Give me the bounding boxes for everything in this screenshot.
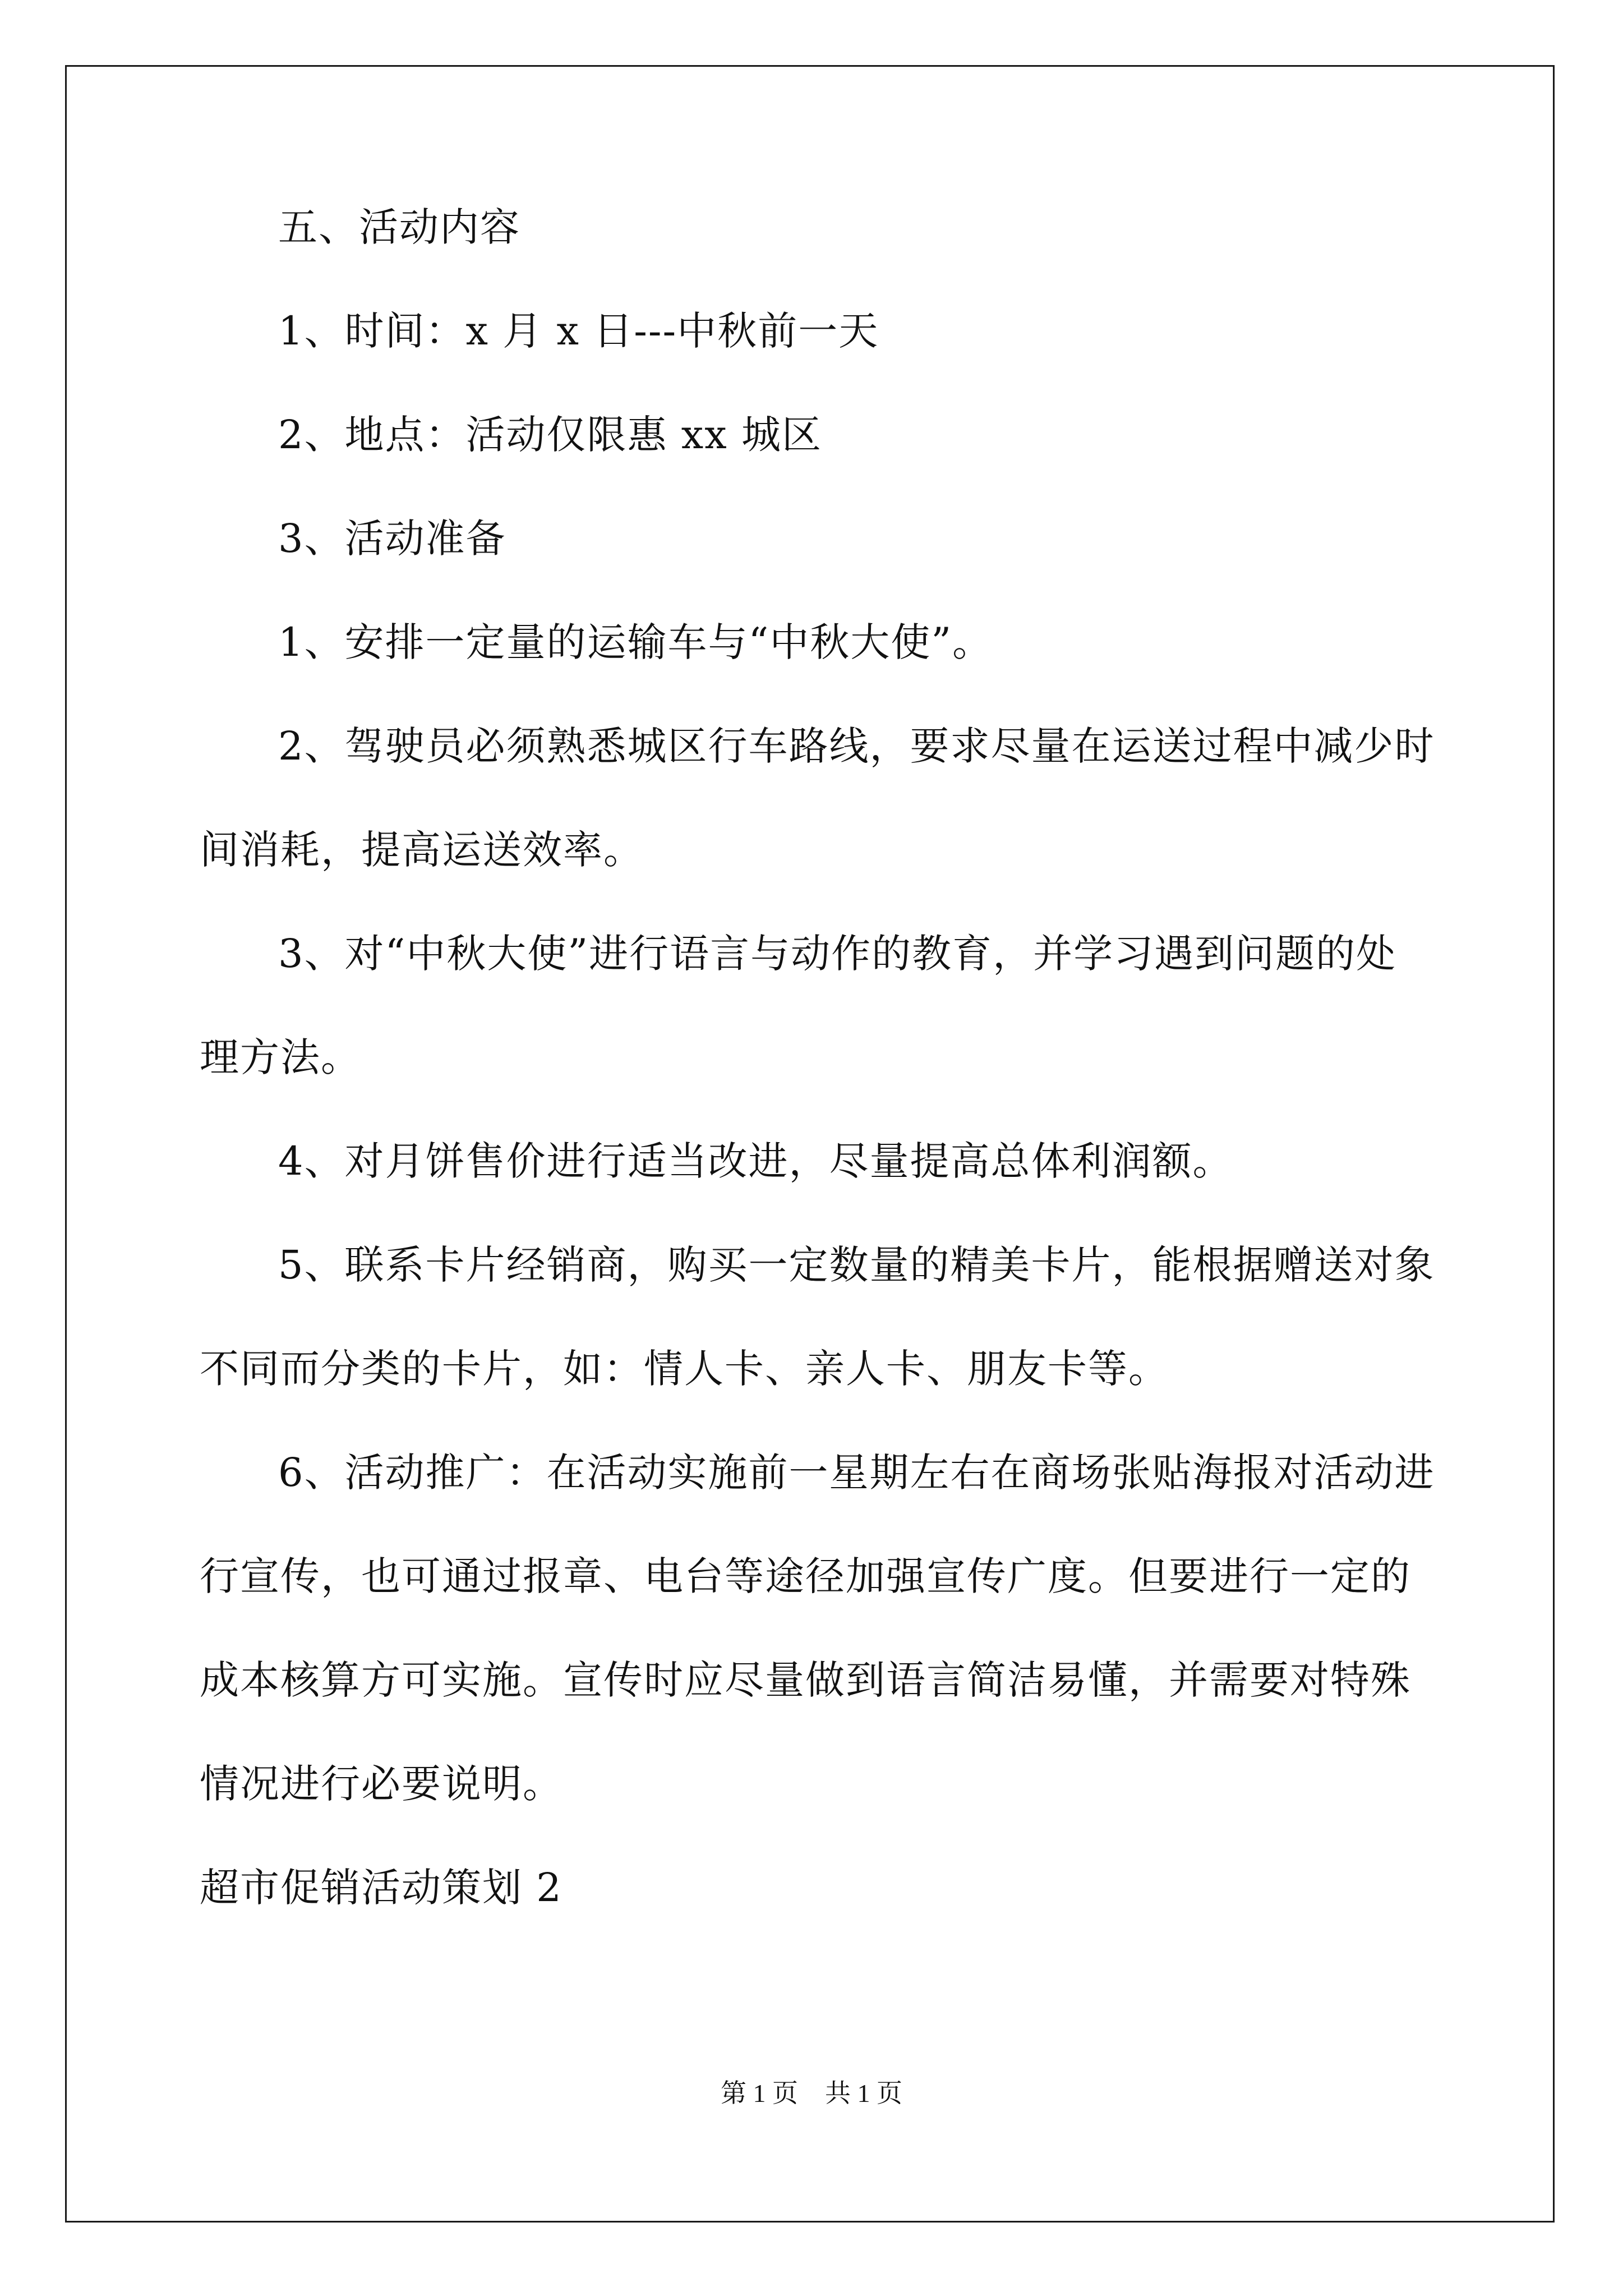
page-footer [0, 2077, 1623, 2110]
page-number: 第 1 页 [721, 2079, 798, 2108]
text-line: 行宣传，也可通过报章、电台等途径加强宣传广度。但要进行一定的 [200, 1553, 1411, 1599]
text-line: 间消耗，提高运送效率。 [200, 827, 644, 873]
text-line: 成本核算方可实施。宣传时应尽量做到语言简洁易懂，并需要对特殊 [200, 1657, 1411, 1703]
text-line: 理方法。 [200, 1034, 361, 1080]
text-line: 5、联系卡片经销商，购买一定数量的精美卡片，能根据赠送对象 [278, 1242, 1435, 1288]
text-line: 4、对月饼售价进行适当改进，尽量提高总体利润额。 [278, 1138, 1233, 1184]
text-line: 2、地点：活动仅限惠 xx 城区 [278, 412, 822, 458]
text-line: 不同而分类的卡片，如：情人卡、亲人卡、朋友卡等。 [200, 1346, 1169, 1392]
text-line: 6、活动推广：在活动实施前一星期左右在商场张贴海报对活动进 [278, 1450, 1435, 1496]
text-line: 情况进行必要说明。 [200, 1761, 563, 1807]
text-line: 1、安排一定量的运输车与“中秋大使”。 [278, 619, 993, 665]
section-heading: 五、活动内容 [278, 204, 520, 250]
text-line: 3、对“中秋大使”进行语言与动作的教育，并学习遇到问题的处 [278, 931, 1397, 977]
page-total: 共 1 页 [825, 2079, 902, 2108]
text-line: 1、时间：x 月 x 日---中秋前一天 [278, 308, 879, 354]
document-title: 超市促销活动策划 2 [200, 1865, 562, 1911]
text-line: 2、驾驶员必须熟悉城区行车路线，要求尽量在运送过程中减少时 [278, 723, 1435, 769]
text-line: 3、活动准备 [278, 516, 506, 562]
